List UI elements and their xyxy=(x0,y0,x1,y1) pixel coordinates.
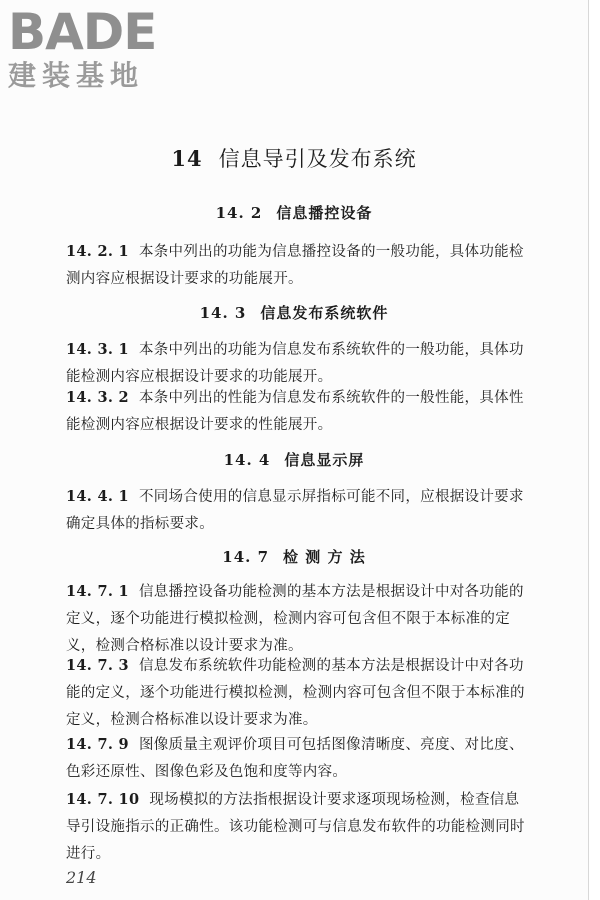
logo xyxy=(8,3,157,92)
clause-14-2-1 xyxy=(66,238,526,293)
section-number: 14. 4 xyxy=(223,451,271,469)
section-number: 14. 7 xyxy=(222,548,270,566)
clause-14-7-1 xyxy=(66,578,526,660)
clause-text: 本条中列出的功能为信息播控设备的一般功能，具体功能检测内容应根据设计要求的功能展开。 xyxy=(66,244,524,287)
clause-number: 14. 7. 1 xyxy=(66,583,129,600)
clause-text: 不同场合使用的信息显示屏指标可能不同，应根据设计要求确定具体的指标要求。 xyxy=(66,489,524,532)
clause-text: 本条中列出的性能为信息发布系统软件的一般性能，具体性能检测内容应根据设计要求的性能展开。 xyxy=(66,390,524,433)
section-heading-14-7 xyxy=(0,546,588,567)
clause-text: 现场模拟的方法指根据设计要求逐项现场检测，检查信息导引设施指示的正确性。该功能检测可与信息发布软件的功能检测同时进行。 xyxy=(66,792,525,862)
clause-text: 本条中列出的功能为信息发布系统软件的一般功能，具体功能检测内容应根据设计要求的功能展开。 xyxy=(66,342,524,385)
clause-text: 信息播控设备功能检测的基本方法是根据设计中对各功能的定义，逐个功能进行模拟检测，检测内容可包含但不限于本标准的定义，检测合格标准以设计要求为准。 xyxy=(66,584,524,654)
section-number: 14. 2 xyxy=(215,204,263,222)
section-heading-14-4 xyxy=(0,449,588,470)
section-heading-14-3 xyxy=(0,302,588,323)
clause-number: 14. 2. 1 xyxy=(66,243,129,260)
section-title: 信息发布系统软件 xyxy=(260,304,389,322)
section-number: 14. 3 xyxy=(199,304,247,322)
clause-14-3-1 xyxy=(66,336,526,391)
page-number: 214 xyxy=(66,868,97,887)
clause-14-7-9 xyxy=(66,731,526,786)
clause-number: 14. 4. 1 xyxy=(66,488,129,505)
clause-14-7-10 xyxy=(66,786,526,868)
clause-14-3-2 xyxy=(66,384,526,439)
logo-subtitle: 建装基地 xyxy=(8,59,145,92)
section-title: 信息显示屏 xyxy=(284,451,365,469)
chapter-number: 14 xyxy=(171,146,203,171)
clause-14-7-3 xyxy=(66,652,526,734)
clause-number: 14. 7. 10 xyxy=(66,791,140,808)
clause-number: 14. 3. 2 xyxy=(66,389,129,406)
logo-brand: BADE xyxy=(8,3,157,61)
section-heading-14-2 xyxy=(0,202,588,223)
clause-number: 14. 3. 1 xyxy=(66,341,129,358)
clause-text: 信息发布系统软件功能检测的基本方法是根据设计中对各功能的定义，逐个功能进行模拟检测，检测内容可包含但不限于本标准的定义，检测合格标准以设计要求为准。 xyxy=(66,658,525,728)
section-title: 检 测 方 法 xyxy=(283,548,366,566)
section-title: 信息播控设备 xyxy=(276,204,373,222)
clause-number: 14. 7. 9 xyxy=(66,736,129,753)
clause-number: 14. 7. 3 xyxy=(66,657,129,674)
chapter-title xyxy=(0,143,588,173)
chapter-title-text: 信息导引及发布系统 xyxy=(218,147,417,171)
clause-text: 图像质量主观评价项目可包括图像清晰度、亮度、对比度、色彩还原性、图像色彩及色饱和度等内容。 xyxy=(66,737,524,780)
clause-14-4-1 xyxy=(66,483,526,538)
